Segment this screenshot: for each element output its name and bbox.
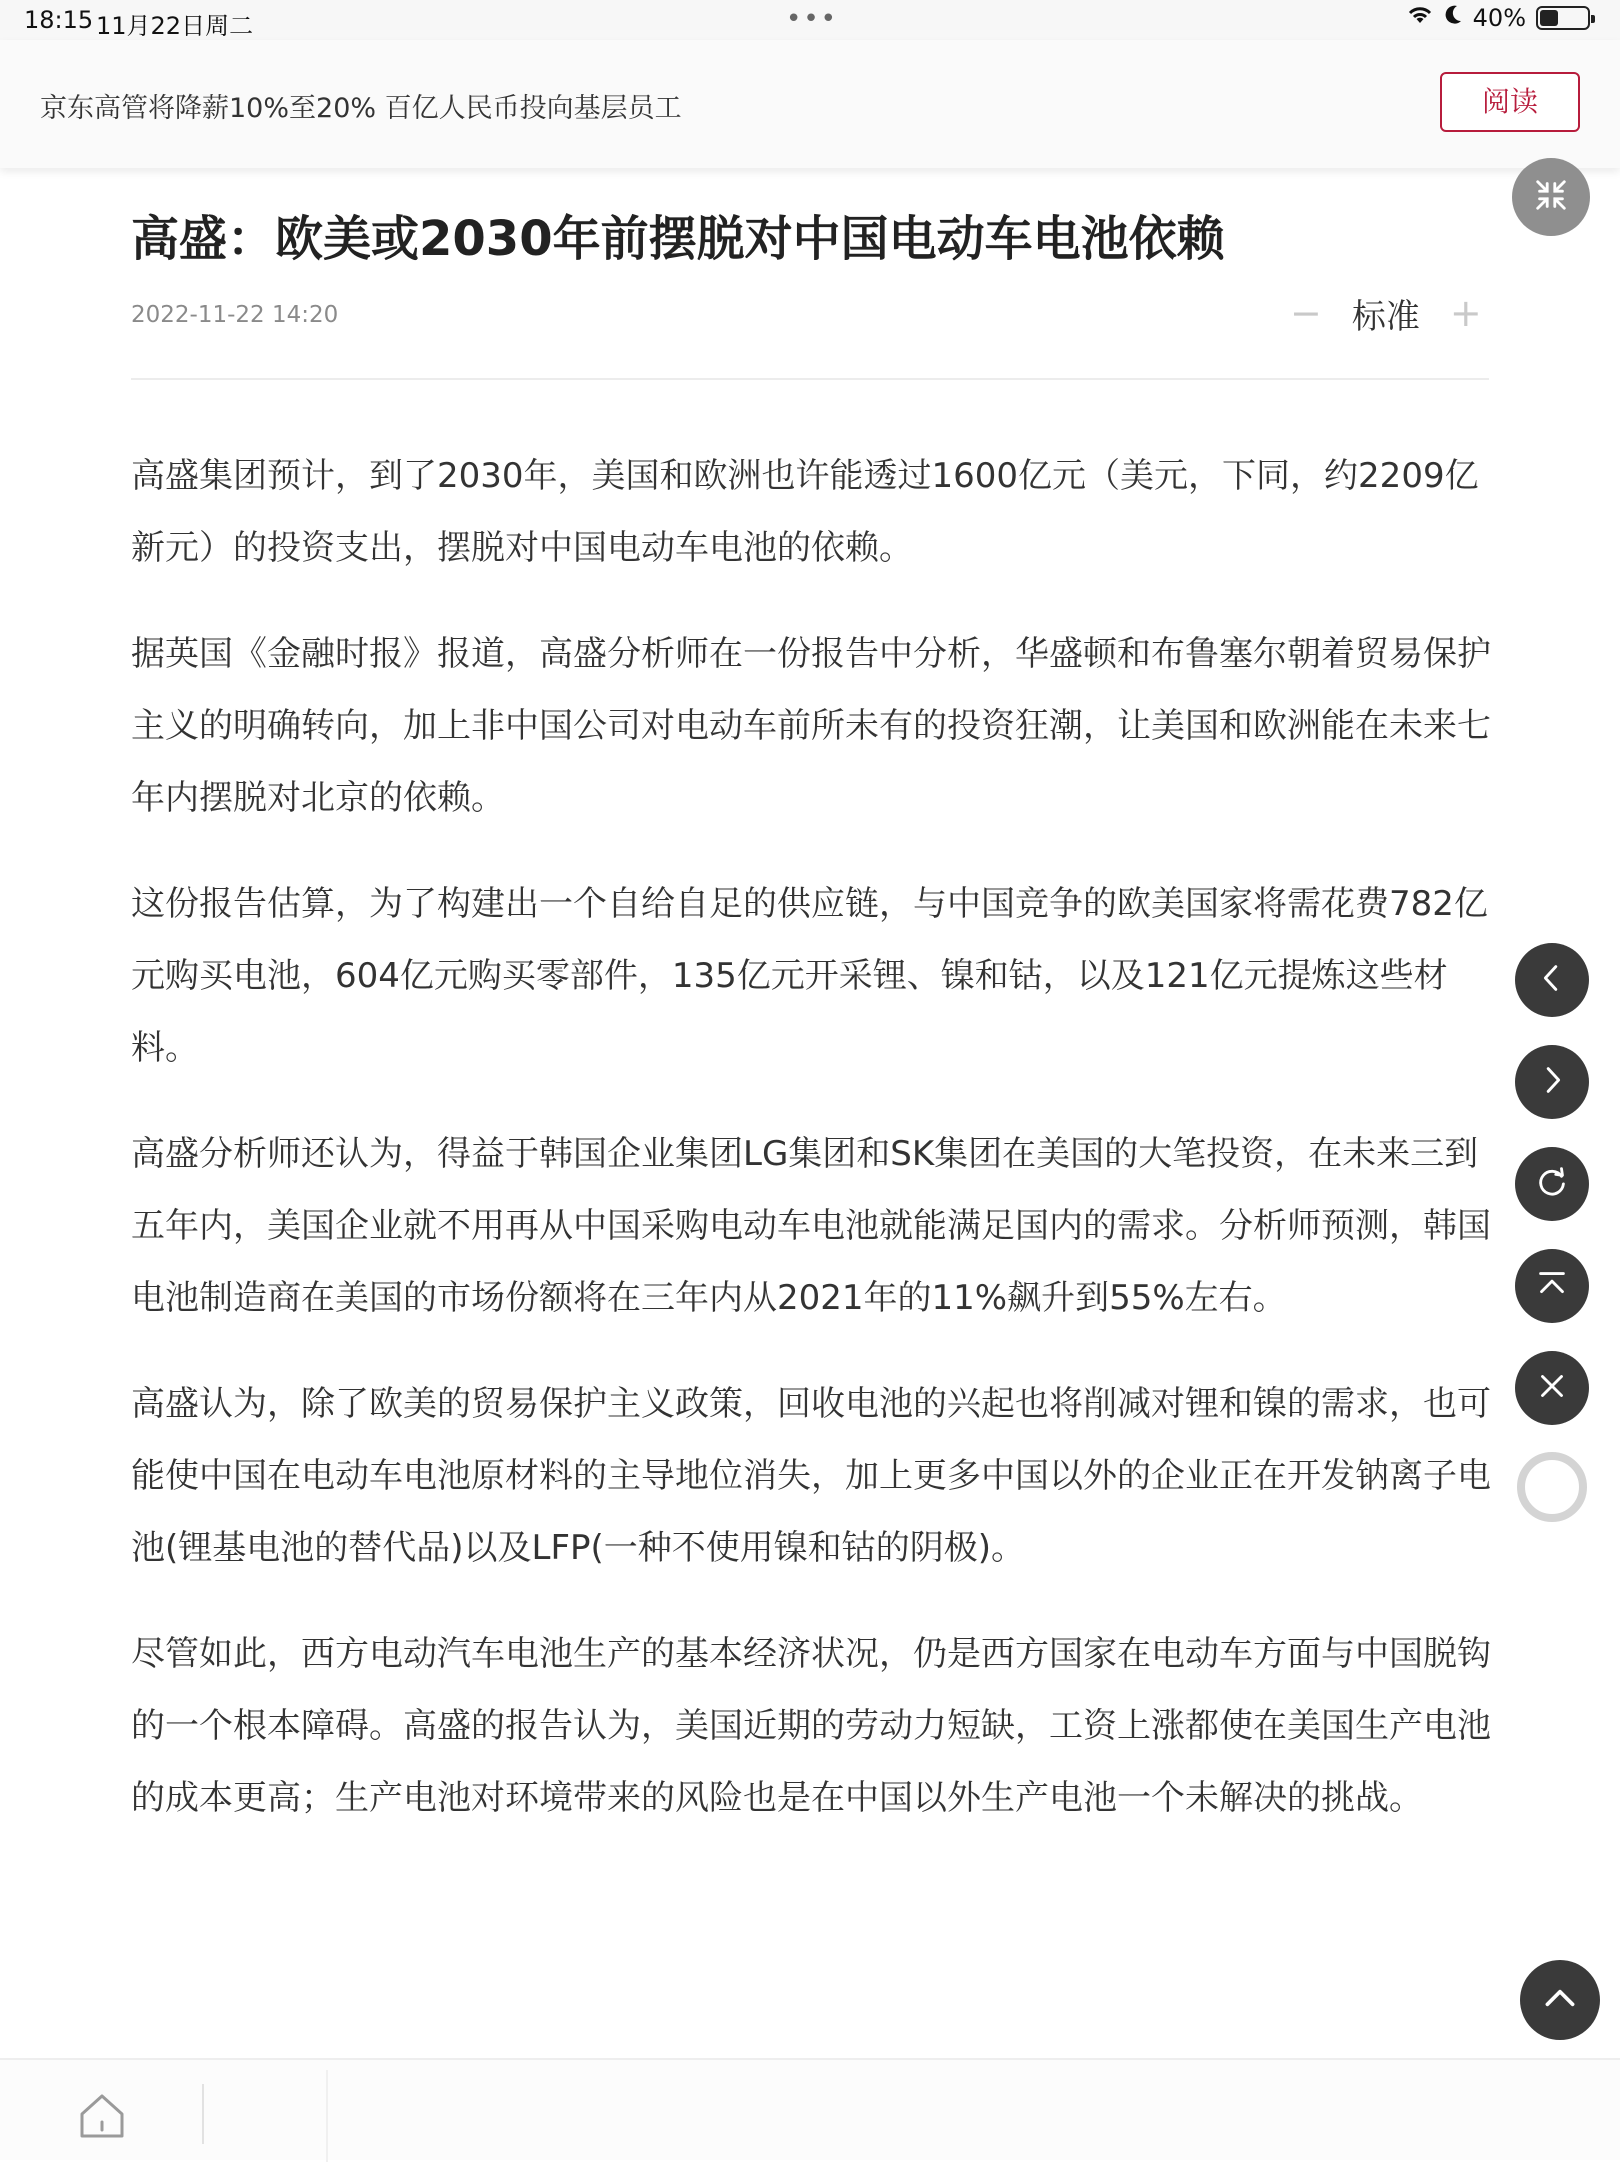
refresh-icon [1533, 1163, 1571, 1205]
refresh-button[interactable] [1515, 1147, 1589, 1221]
font-size-controls [1290, 288, 1482, 338]
article-paragraph: 高盛认为，除了欧美的贸易保护主义政策，回收电池的兴起也将削减对锂和镍的需求，也可能使中国在电动车电池原材料的主导地位消失，加上更多中国以外的企业正在开发钠离子电池(锂基电池的替代品)以及LFP(一种不使用镍和钴的阴极)。 [131, 1384, 1491, 1568]
scroll-up-button[interactable] [1520, 1960, 1600, 2040]
article-paragraph: 这份报告估算，为了构建出一个自给自足的供应链，与中国竞争的欧美国家将需花费782亿元购买电池，604亿元购买零部件，135亿元开采锂、镍和钴，以及121亿元提炼这些材料。 [131, 884, 1488, 1068]
scroll-top-icon [1533, 1265, 1571, 1307]
toolbar-divider [326, 2070, 328, 2162]
top-news-banner [0, 40, 1620, 168]
font-size-label: 标准 [1351, 296, 1420, 337]
assistive-ring-button[interactable] [1517, 1452, 1587, 1522]
article-paragraph: 高盛分析师还认为，得益于韩国企业集团LG集团和SK集团在美国的大笔投资，在未来三到五年内，美国企业就不用再从中国采购电动车电池就能满足国内的需求。分析师预测，韩国电池制造商在美国的市场份额将在三年内从2021年的11%飙升到55%左右。 [131, 1134, 1491, 1318]
home-icon[interactable] [76, 2090, 128, 2142]
status-date: 11月22日周二 [96, 12, 254, 40]
article-paragraph: 尽管如此，西方电动汽车电池生产的基本经济状况，仍是西方国家在电动车方面与中国脱钩的一个根本障碍。高盛的报告认为，美国近期的劳动力短缺，工资上涨都使在美国生产电池的成本更高；生产电池对环境带来的风险也是在中国以外生产电池一个未解决的挑战。 [131, 1634, 1491, 1818]
chevron-up-icon [1539, 1977, 1581, 2023]
font-decrease-button[interactable]: − [1290, 291, 1322, 335]
next-article-button[interactable] [1515, 1045, 1589, 1119]
previous-article-button[interactable] [1515, 943, 1589, 1017]
close-reader-button[interactable] [1515, 1351, 1589, 1425]
status-time: 18:15 [24, 6, 94, 34]
moon-icon [1443, 4, 1463, 32]
article-title: 高盛：欧美或2030年前摆脱对中国电动车电池依赖 [131, 211, 1225, 267]
close-icon [1533, 1367, 1571, 1409]
status-indicators [1407, 4, 1590, 32]
battery-percent: 40% [1472, 4, 1526, 32]
toolbar-divider [202, 2084, 204, 2144]
chevron-left-icon [1533, 959, 1571, 1001]
article-date: 2022-11-22 14:20 [131, 302, 339, 328]
article-body [131, 440, 1491, 1868]
article-paragraph: 高盛集团预计，到了2030年，美国和欧洲也许能透过1600亿元（美元，下同，约2209亿新元）的投资支出，摆脱对中国电动车电池的依赖。 [131, 456, 1479, 568]
chevron-right-icon [1533, 1061, 1571, 1103]
read-button[interactable]: 阅读 [1440, 72, 1580, 132]
banner-headline[interactable]: 京东高管将降薪10%至20% 百亿人民币投向基层员工 [40, 93, 682, 124]
wifi-icon [1407, 4, 1433, 32]
battery-icon [1536, 6, 1590, 30]
collapse-icon [1532, 176, 1570, 218]
back-to-top-button[interactable] [1515, 1249, 1589, 1323]
article-paragraph: 据英国《金融时报》报道，高盛分析师在一份报告中分析，华盛顿和布鲁塞尔朝着贸易保护主义的明确转向，加上非中国公司对电动车前所未有的投资狂潮，让美国和欧洲能在未来七年内摆脱对北京的依赖。 [131, 634, 1491, 818]
battery-level [1540, 10, 1558, 26]
bottom-toolbar [0, 2058, 1620, 2160]
font-increase-button[interactable]: + [1449, 291, 1482, 335]
collapse-button[interactable] [1512, 158, 1590, 236]
header-divider [131, 378, 1489, 380]
status-bar [0, 0, 1620, 40]
multitask-dots[interactable]: ••• [786, 4, 839, 34]
